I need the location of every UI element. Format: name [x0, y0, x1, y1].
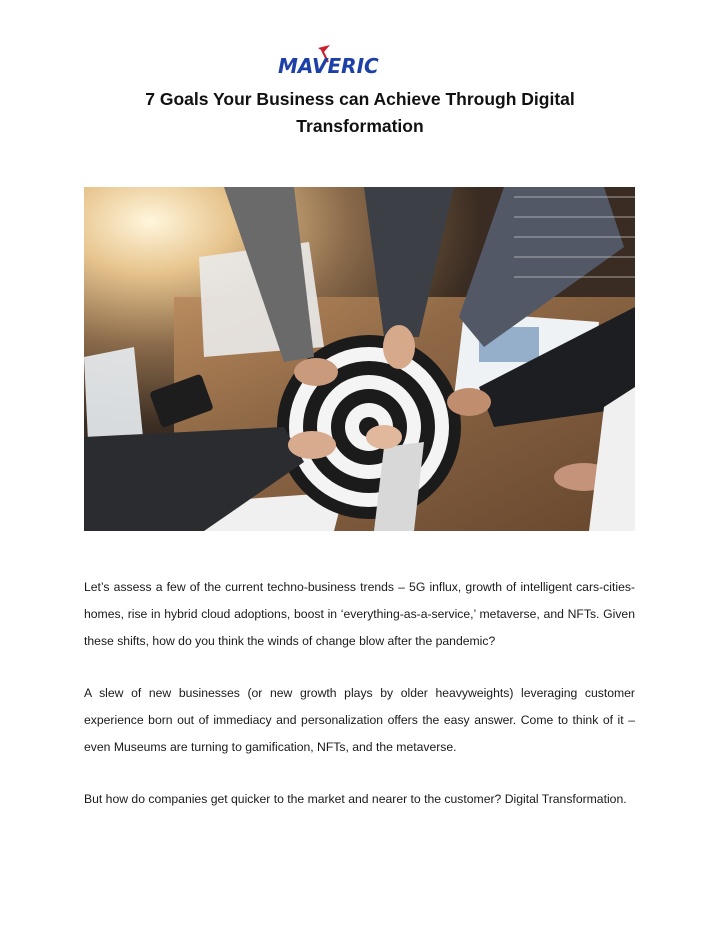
business-team-dartboard-photo [84, 187, 635, 531]
maveric-logo [278, 44, 388, 80]
logo-text: MAVERIC [278, 54, 379, 78]
paragraph-2: A slew of new businesses (or new growth plays by older heavyweights) leveraging customer experience born out of immediacy and personalization offers the easy answer. Come to think of it – even Museums are turning to gamification, NFTs, and the metaverse. [84, 686, 635, 754]
paragraph-1: Let’s assess a few of the current techno-business trends – 5G influx, growth of intelligent cars-cities-homes, rise in hybrid cloud adoptions, boost in ‘everything-as-a-service,’ metaverse, and NFTs. Given these shifts, how do you think the winds of change blow after the pandemic? [84, 580, 635, 648]
paragraph-3: But how do companies get quicker to the market and nearer to the customer? Digital Transformation. [84, 792, 627, 806]
document-title: 7 Goals Your Business can Achieve Through Digital Transformation [145, 89, 575, 136]
